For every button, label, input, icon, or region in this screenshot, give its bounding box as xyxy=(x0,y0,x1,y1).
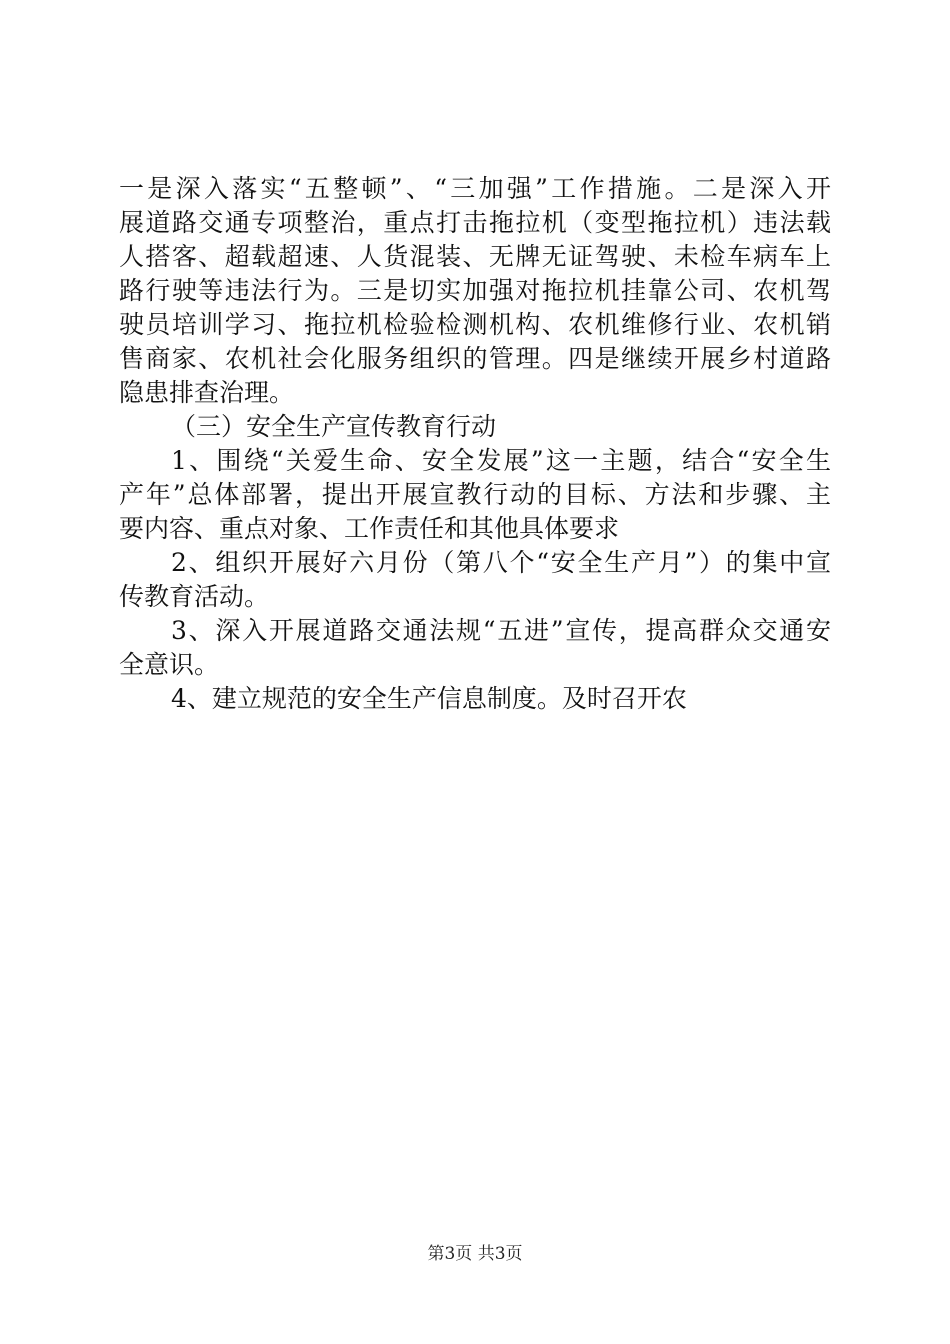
list-item-2 xyxy=(119,546,831,614)
paragraph-line: 路行驶等违法行为。三是切实加强对拖拉机挂靠公司、农机驾 xyxy=(119,276,831,305)
list-item-line: 传教育活动。 xyxy=(119,582,270,611)
list-item-line: 2、组织开展好六月份（第八个“安全生产月”）的集中宣 xyxy=(171,548,831,577)
list-item-4 xyxy=(119,682,831,716)
paragraph-line: 人搭客、超载超速、人货混装、无牌无证驾驶、未检车病车上 xyxy=(119,242,831,271)
list-item-line: 产年”总体部署，提出开展宣教行动的目标、方法和步骤、主 xyxy=(119,480,831,509)
paragraph-1 xyxy=(119,172,831,410)
list-item-line: 1、围绕“关爱生命、安全发展”这一主题，结合“安全生 xyxy=(171,446,832,475)
list-item-line: 4、建立规范的安全生产信息制度。及时召开农 xyxy=(171,684,687,713)
list-item-3 xyxy=(119,614,831,682)
paragraph-line: 一是深入落实“五整顿”、“三加强”工作措施。二是深入开 xyxy=(119,174,831,203)
document-body xyxy=(119,172,831,716)
paragraph-line: 展道路交通专项整治，重点打击拖拉机（变型拖拉机）违法载 xyxy=(119,208,831,237)
section-heading: （三）安全生产宣传教育行动 xyxy=(171,412,497,441)
list-item-line: 要内容、重点对象、工作责任和其他具体要求 xyxy=(119,514,620,543)
list-item-line: 3、深入开展道路交通法规“五进”宣传，提高群众交通安 xyxy=(171,616,831,645)
page-footer: 第3页 共3页 xyxy=(427,1244,523,1264)
list-item-line: 全意识。 xyxy=(119,650,220,679)
paragraph-line: 驶员培训学习、拖拉机检验检测机构、农机维修行业、农机销 xyxy=(119,310,831,339)
list-item-1 xyxy=(119,444,831,546)
paragraph-line: 售商家、农机社会化服务组织的管理。四是继续开展乡村道路 xyxy=(119,344,831,373)
paragraph-line: 隐患排查治理。 xyxy=(119,378,295,407)
